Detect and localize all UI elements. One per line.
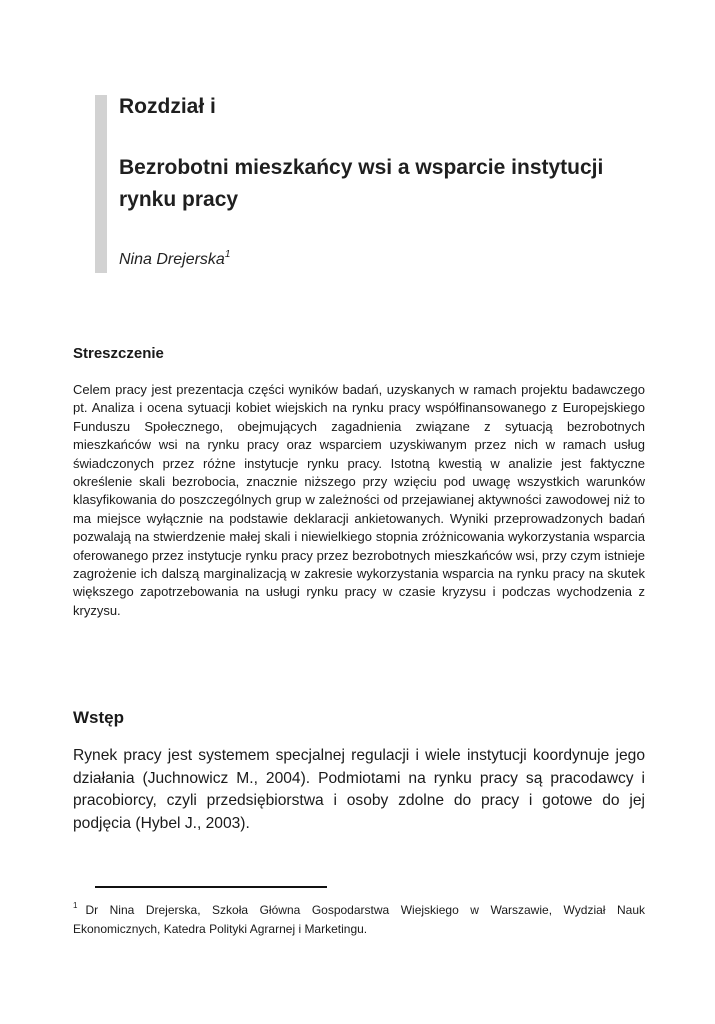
chapter-title: Bezrobotni mieszkańcy wsi a wsparcie instytucji rynku pracy [119, 156, 604, 211]
footnote-text: Dr Nina Drejerska, Szkoła Główna Gospodarstwa Wiejskiego w Warszawie, Wydział Nauk Ekonomicznych, Katedra Polityki Agrarnej i Marketingu. [73, 903, 645, 936]
footnote [73, 896, 645, 939]
footnote-mark: 1 [73, 901, 78, 910]
footnote-separator [95, 886, 327, 888]
chapter-label: Rozdział i [119, 95, 216, 118]
abstract-heading: Streszczenie [73, 345, 164, 362]
author-line [119, 249, 230, 269]
intro-heading: Wstęp [73, 708, 124, 727]
author-name: Nina Drejerska [119, 251, 225, 268]
chapter-title-block [95, 95, 655, 273]
author-footnote-mark: 1 [224, 249, 231, 260]
abstract-paragraph: Celem pracy jest prezentacja części wyników badań, uzyskanych w ramach projektu badawczego pt. Analiza i ocena sytuacji kobiet wiejskich na rynku pracy współfinansowanego z Europejskiego Funduszu Społecznego, obejmujących zagadnienia związane z sytuacją bezrobotnych mieszkańców wsi na rynku pracy oraz wsparciem uzyskiwanym przez nich w ramach usług świadczonych przez różne instytucje rynku pracy. Istotną kwestią w analizie jest faktyczne określenie skali bezrobocia, znacznie niższego przy wzięciu pod uwagę wszystkich warunków klasyfikowania do poszczególnych grup w zależności od przejawianej aktywności zawodowej niż to ma miejsce wyłącznie na podstawie deklaracji ankietowanych. Wyniki przeprowadzonych badań pozwalają na stwierdzenie małej skali i niewielkiego stopnia zróżnicowania wykorzystania wsparcia oferowanego przez instytucje rynku pracy przez bezrobotnych mieszkańców wsi, przy czym istnieje zagrożenie ich dalszą marginalizacją w zakresie wykorzystania wsparcia na rynku pracy na skutek większego zapotrzebowania na usługi rynku pracy w czasie kryzysu i podczas wychodzenia z kryzysu. [73, 382, 645, 618]
title-accent-bar [95, 95, 107, 273]
intro-paragraph: Rynek pracy jest systemem specjalnej regulacji i wiele instytucji koordynuje jego działania (Juchnowicz M., 2004). Podmiotami na rynku pracy są pracodawcy i pracobiorcy, czyli przedsiębiorstwa i osoby zdolne do pracy i gotowe do jej podjęcia (Hybel J., 2003). [73, 747, 645, 832]
